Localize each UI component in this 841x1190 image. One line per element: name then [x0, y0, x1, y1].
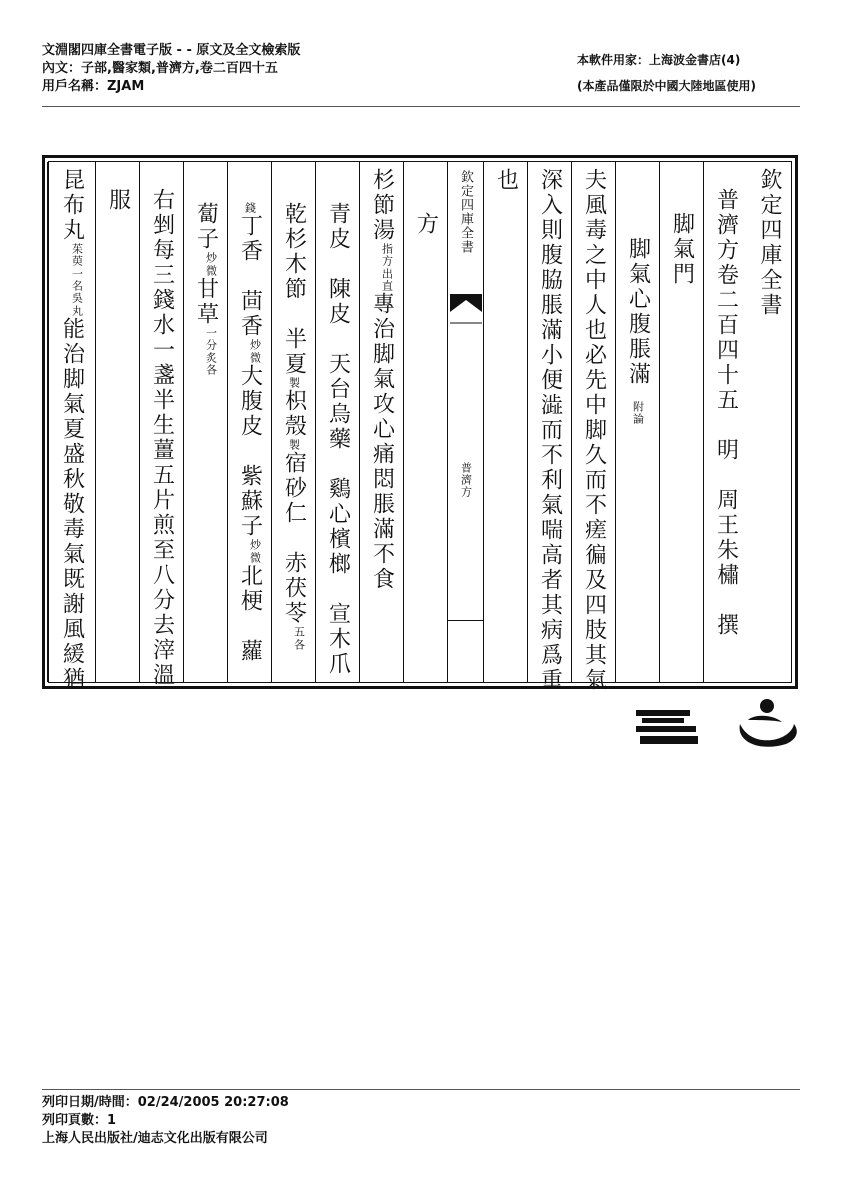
column-text: 北梗 蘿 — [237, 564, 263, 664]
header-region: (本產品僅限於中國大陸地區使用) — [577, 79, 756, 93]
publisher-line: 上海人民出版社/迪志文化出版有限公司 — [42, 1131, 268, 1146]
column-text: 脚氣門 — [669, 212, 695, 287]
column-text: 欽定四庫全書 — [757, 168, 782, 318]
column-12 — [227, 162, 271, 682]
column-9 — [359, 162, 403, 682]
column-5 — [571, 162, 615, 693]
column-note: 製 — [287, 439, 301, 451]
column-note: 各 五 — [292, 626, 306, 651]
column-15 — [95, 162, 139, 682]
column-note: 微 炒 — [204, 252, 218, 277]
column-note: 出直 指方 — [380, 243, 394, 292]
column-note: 微 炒 — [248, 339, 262, 364]
column-2 — [703, 162, 747, 682]
column-3 — [659, 162, 703, 682]
column-text: 也 — [493, 168, 519, 193]
column-text: 昆布丸 — [59, 168, 85, 243]
header-line-user: 用戶名稱：ZJAM — [42, 79, 145, 94]
footer — [42, 1094, 289, 1148]
footer-rule — [42, 1089, 800, 1090]
column-text: 脚氣心腹脹滿 — [625, 237, 651, 387]
column-6 — [527, 162, 571, 693]
column-text: 宿砂仁 赤茯苓 — [281, 451, 307, 626]
page-inner-frame — [48, 161, 792, 693]
column-note: 丸 吳 — [70, 292, 84, 317]
center-divider — [448, 620, 483, 621]
column-text: 乾杉木節 半夏 — [281, 202, 307, 377]
column-text: 杉節湯 — [369, 168, 395, 243]
fishtail-mark — [450, 294, 482, 324]
header-rule — [42, 106, 800, 107]
column-text: 能治脚氣夏盛秋敬毒氣既謝風緩猶 — [59, 317, 85, 692]
column-text: 服 — [105, 188, 131, 213]
column-text: 丁香 茴香 — [237, 214, 263, 339]
header-line-title: 文淵閣四庫全書電子版 - - 原文及全文檢索版 — [42, 43, 301, 58]
publisher-logo-icon — [636, 696, 802, 754]
column-text: 大腹皮 紫蘇子 — [237, 364, 263, 539]
column-text: 右剉每三錢水一盞半生薑五片煎至八分去滓溫 — [149, 188, 175, 688]
column-note: 附論 — [631, 401, 645, 425]
center-fold-column — [447, 162, 483, 682]
column-16 — [47, 162, 95, 692]
column-text: 蔔子 — [193, 202, 219, 252]
column-text: 普濟方卷二百四十五 明 周王朱橚 撰 — [713, 188, 739, 638]
column-10 — [315, 162, 359, 682]
column-note: 一名 茱萸 — [70, 243, 84, 292]
column-text: 甘草 — [193, 277, 219, 327]
column-13 — [183, 162, 227, 682]
column-note: 微 炒 — [248, 539, 262, 564]
print-page-count: 列印頁數：1 — [42, 1113, 117, 1128]
column-text: 枳殼 — [281, 389, 307, 439]
column-11 — [271, 162, 315, 682]
header-right — [577, 47, 756, 99]
header-left — [42, 42, 300, 96]
column-note: 製 — [287, 377, 301, 389]
center-book-title: 普濟方 — [459, 462, 473, 498]
column-text: 深入則腹脇脹滿小便澁而不利氣喘高者其病爲重 — [537, 168, 563, 693]
page-frame — [42, 155, 798, 693]
column-4 — [615, 162, 659, 682]
column-text: 夫風毒之中人也必先中脚久而不瘥徧及四肢其氣 — [581, 168, 607, 693]
column-7 — [483, 162, 527, 682]
column-text: 青皮 陳皮 天台烏藥 鷄心檳榔 宣木爪 — [325, 202, 351, 677]
print-datetime: 列印日期/時間：02/24/2005 20:27:08 — [42, 1095, 289, 1110]
column-1 — [747, 162, 791, 682]
column-note: 炙各 一分 — [204, 327, 218, 376]
column-8 — [403, 162, 447, 682]
header-line-content: 內文：子部,醫家類,普濟方,卷二百四十五 — [42, 61, 278, 76]
column-text: 方 — [413, 212, 439, 237]
header-licensee: 本軟件用家：上海波金書店(4) — [577, 53, 741, 67]
center-title: 欽定四庫全書 — [458, 170, 473, 254]
column-text: 專治脚氣攻心痛悶脹滿不食 — [369, 292, 395, 592]
column-note: 錢 — [243, 202, 257, 214]
column-14 — [139, 162, 183, 688]
